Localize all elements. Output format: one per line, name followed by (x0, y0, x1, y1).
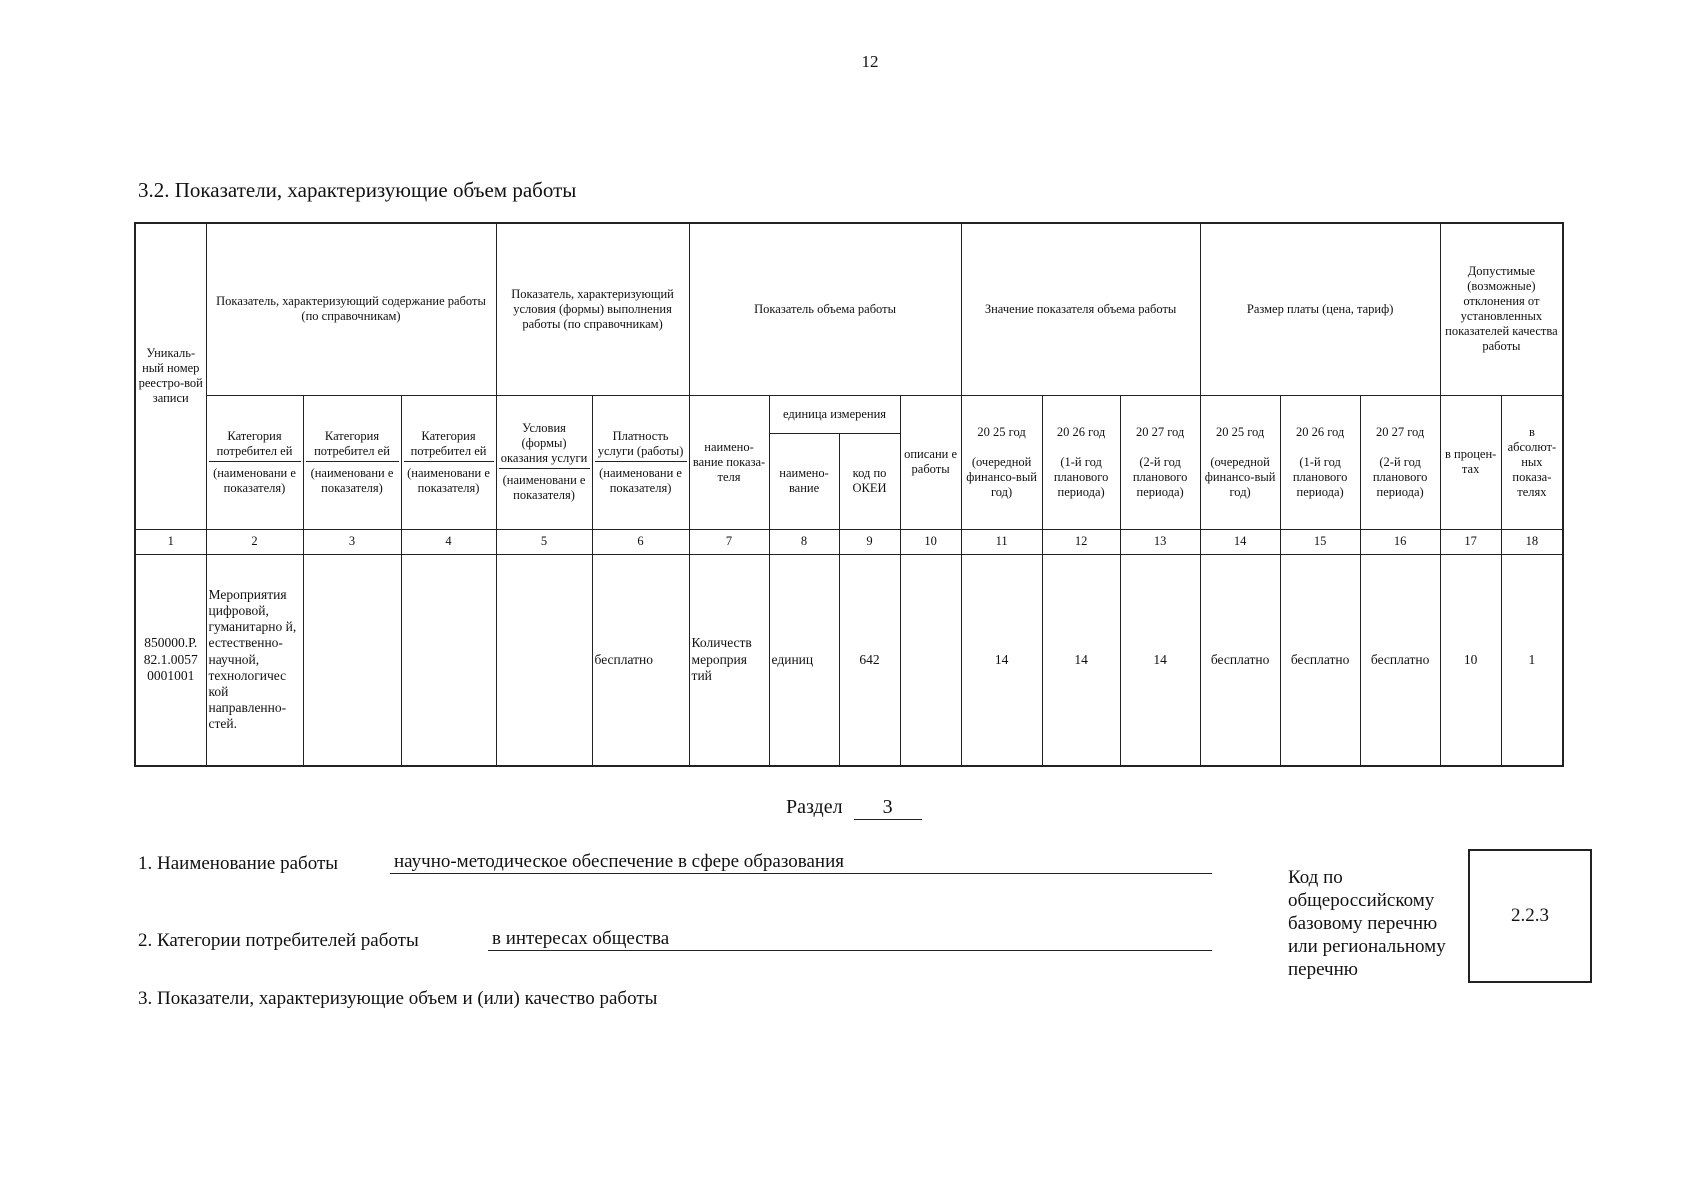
col-number: 1 (135, 529, 206, 554)
page-number: 12 (861, 52, 879, 71)
section-label: Раздел (786, 796, 843, 818)
header-content-group: Показатель, характеризующий содержание работы (по справочникам) (206, 223, 496, 395)
col-number: 5 (496, 529, 592, 554)
indicators-title: 3. Показатели, характеризующие объем и (или) качество работы (138, 988, 658, 1009)
header-value-group: Значение показателя объема работы (961, 223, 1200, 395)
content-indicator: Мероприятия цифровой, гуманитарно й, естественно-научной, технологичес кой направленно-стей. (206, 554, 303, 766)
header-description: описани е работы (900, 395, 961, 529)
header-deviation-group: Допустимые (возможные) отклонения от установленных показателей качества работы (1440, 223, 1563, 395)
cell-fee-2025: бесплатно (1200, 554, 1280, 766)
col-number: 7 (689, 529, 769, 554)
section-title: 3.2. Показатели, характеризующие объем работы (138, 178, 577, 202)
col-number: 8 (769, 529, 839, 554)
col-number: 6 (592, 529, 689, 554)
cell-value-2025: 14 (961, 554, 1042, 766)
col-number: 16 (1360, 529, 1440, 554)
code-box (1468, 849, 1592, 983)
header-conditions-group: Показатель, характеризующий условия (формы) выполнения работы (по справочникам) (496, 223, 689, 395)
section-heading (786, 796, 922, 820)
col-number: 17 (1440, 529, 1501, 554)
cell-fee-2026: бесплатно (1280, 554, 1360, 766)
header-unit-name: наимено-вание (769, 433, 839, 529)
consumers-value: в интересах общества (488, 928, 1212, 951)
registry-number: 850000.Р. 82.1.0057 0001001 (135, 554, 206, 766)
work-name-label: 1. Наименование работы (138, 853, 339, 874)
header-value-2026: 20 26 год (1-й год планового периода) (1042, 395, 1120, 529)
cell-value-2027: 14 (1120, 554, 1200, 766)
header-okei-code: код по ОКЕИ (839, 433, 900, 529)
section-number: 3 (854, 796, 922, 820)
header-unit: единица измерения (769, 395, 900, 433)
col-number: 18 (1501, 529, 1563, 554)
header-value-2025: 20 25 год (очередной финансо-вый год) (961, 395, 1042, 529)
header-category-2: Категория потребител ей (наименовани е показателя) (303, 395, 401, 529)
header-value-2027: 20 27 год (2-й год планового периода) (1120, 395, 1200, 529)
work-volume-table (134, 222, 1564, 767)
col-number: 9 (839, 529, 900, 554)
cell-deviation-percent: 10 (1440, 554, 1501, 766)
code-value: 2.2.3 (1511, 905, 1549, 926)
header-fee-group: Размер платы (цена, тариф) (1200, 223, 1440, 395)
header-conditions-forms: Условия (формы) оказания услуги (наименовани е показателя) (496, 395, 592, 529)
header-deviation-absolute: в абсолют-ных показа-телях (1501, 395, 1563, 529)
header-fee-2027: 20 27 год (2-й год планового периода) (1360, 395, 1440, 529)
consumers-label: 2. Категории потребителей работы (138, 930, 419, 951)
col-number: 10 (900, 529, 961, 554)
consumers-field (138, 928, 670, 952)
col-number: 13 (1120, 529, 1200, 554)
cell-description (900, 554, 961, 766)
cell-indicator-name: Количеств мероприя тий (689, 554, 769, 766)
cell-unit-name: единиц (769, 554, 839, 766)
header-category-1: Категория потребител ей (наименовани е показателя) (206, 395, 303, 529)
cell-fee-2027: бесплатно (1360, 554, 1440, 766)
col-number: 12 (1042, 529, 1120, 554)
col-number: 15 (1280, 529, 1360, 554)
col-number: 3 (303, 529, 401, 554)
work-name-field (138, 851, 844, 875)
cell-paid: бесплатно (592, 554, 689, 766)
column-numbers-row (135, 529, 1563, 554)
cell-conditions (496, 554, 592, 766)
header-volume-group: Показатель объема работы (689, 223, 961, 395)
work-name-value: научно-методическое обеспечение в сфере образования (390, 851, 1212, 874)
cell-okei-code: 642 (839, 554, 900, 766)
col-number: 4 (401, 529, 496, 554)
col-number: 14 (1200, 529, 1280, 554)
header-category-3: Категория потребител ей (наименовани е показателя) (401, 395, 496, 529)
cell-category-3 (401, 554, 496, 766)
header-indicator-name: наимено-вание показа-теля (689, 395, 769, 529)
header-fee-2026: 20 26 год (1-й год планового периода) (1280, 395, 1360, 529)
cell-value-2026: 14 (1042, 554, 1120, 766)
col-number: 11 (961, 529, 1042, 554)
col-number: 2 (206, 529, 303, 554)
header-unique-number: Уникаль-ный номер реестро-вой записи (135, 223, 206, 529)
header-fee-2025: 20 25 год (очередной финансо-вый год) (1200, 395, 1280, 529)
cell-deviation-absolute: 1 (1501, 554, 1563, 766)
cell-category-2 (303, 554, 401, 766)
header-paid: Платность услуги (работы) (наименовани е показателя) (592, 395, 689, 529)
table-row (135, 554, 1563, 766)
code-label: Код по общероссийскому базовому перечню или региональному перечню (1288, 867, 1446, 980)
header-deviation-percent: в процен-тах (1440, 395, 1501, 529)
